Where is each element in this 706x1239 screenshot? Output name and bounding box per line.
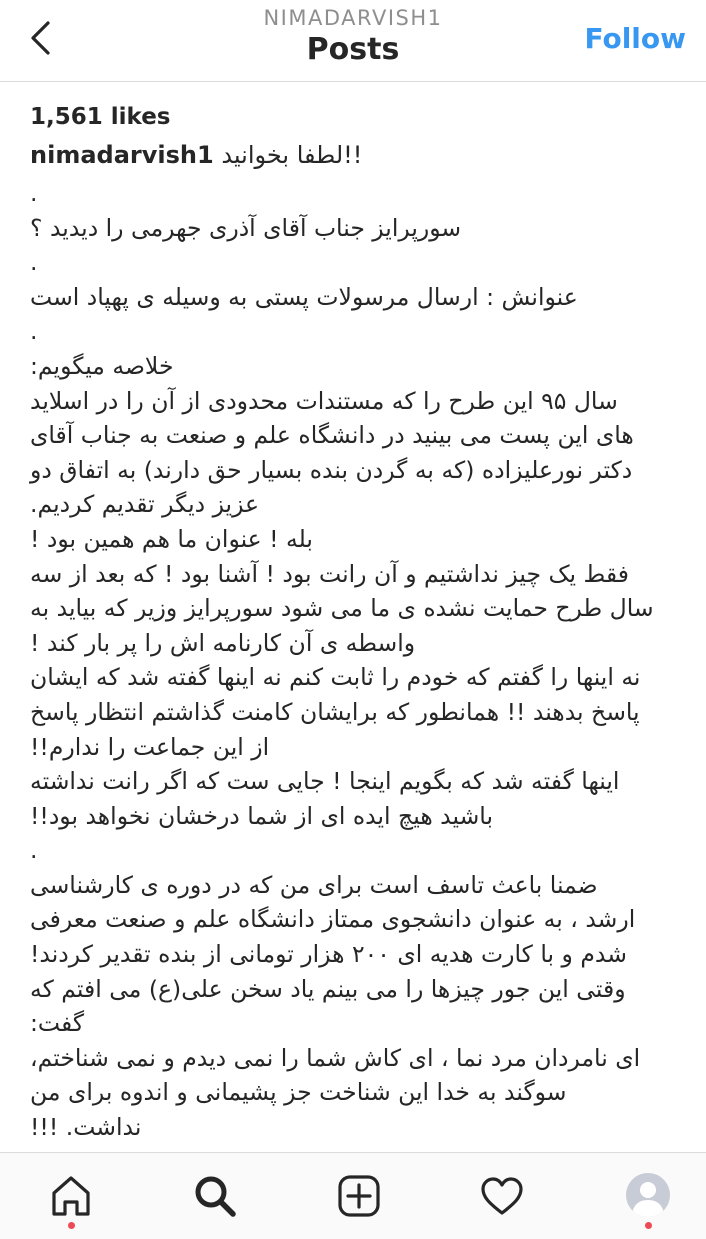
caption-separator: . <box>30 248 38 277</box>
likes-count[interactable]: 1,561 likes <box>30 104 171 130</box>
caption-line: از این جماعت را ندارم!! <box>30 732 270 761</box>
nav-activity[interactable] <box>474 1173 530 1223</box>
home-notification-dot <box>68 1222 75 1229</box>
caption-line: سال طرح حمایت نشده ی ما می شود سورپرایز وزیر که بیاید به <box>30 594 654 623</box>
post-content <box>30 100 682 1145</box>
caption-line: بله ! عنوان ما هم همین بود ! <box>30 524 313 553</box>
caption-username[interactable]: nimadarvish1 <box>30 141 214 169</box>
caption-line: سوگند به خدا این شناخت جز پشیمانی و اندوه برای من <box>30 1078 567 1107</box>
caption-line: شدم و با کارت هدیه ای ۲۰۰ هزار تومانی از بنده تقدیر کردند! <box>30 940 627 969</box>
heart-icon <box>479 1173 525 1219</box>
bottom-nav <box>0 1152 706 1239</box>
caption-line: فقط یک چیز نداشتیم و آن رانت بود ! آشنا بود ! که بعد از سه <box>30 559 629 588</box>
user-silhouette-icon <box>626 1173 670 1217</box>
caption-line: نه اینها را گفتم که خودم را ثابت کنم نه اینها گفته شد که ایشان <box>30 663 641 692</box>
caption-line: نداشت. !!! <box>30 1113 142 1142</box>
caption-first-line: !!لطفا بخوانید <box>221 141 363 169</box>
account-name: NIMADARVISH1 <box>263 6 443 30</box>
page-title: Posts <box>306 32 400 67</box>
home-icon <box>48 1173 94 1219</box>
nav-new-post[interactable] <box>331 1173 387 1223</box>
caption-line: ای نامردان مرد نما ، ای کاش شما را نمی دیدم و نمی شناختم، <box>30 1043 641 1072</box>
search-icon <box>192 1173 238 1219</box>
profile-notification-dot <box>645 1222 652 1229</box>
nav-search[interactable] <box>187 1173 243 1223</box>
caption-line: اینها گفته شد که بگویم اینجا ! جایی ست که اگر رانت نداشته <box>30 767 620 796</box>
follow-button[interactable]: Follow <box>584 22 686 55</box>
caption-separator: . <box>30 317 38 346</box>
caption-line: باشید هیچ ایده ای از شما درخشان نخواهد بود!! <box>30 801 494 830</box>
caption-line: ارشد ، به عنوان دانشجوی ممتاز دانشگاه علم و صنعت معرفی <box>30 905 636 934</box>
caption-line: ضمنا باعث تاسف است برای من که در دوره ی کارشناسی <box>30 870 598 899</box>
caption-line: دکتر نورعلیزاده (که به گردن بنده بسیار حق دارند) به اتفاق دو <box>30 455 633 484</box>
caption-line: پاسخ بدهند !! همانطور که برایشان کامنت گذاشتم انتظار پاسخ <box>30 697 640 726</box>
caption-body <box>30 176 682 1145</box>
caption-line: عنوانش : ارسال مرسولات پستی به وسیله ی پهپاد است <box>30 282 578 311</box>
add-post-icon <box>336 1173 382 1219</box>
caption-line: سال ۹۵ این طرح را که مستندات محدودی از آن را در اسلاید <box>30 386 618 415</box>
caption-line: واسطه ی آن کارنامه اش را پر بار کند ! <box>30 628 416 657</box>
caption-line: گفت: <box>30 1009 85 1038</box>
nav-home[interactable] <box>43 1173 99 1223</box>
nav-profile[interactable] <box>620 1173 676 1223</box>
caption-line: سورپرایز جناب آقای آذری جهرمی را دیدید ؟ <box>30 213 462 242</box>
caption-line: های این پست می بینید در دانشگاه علم و صنعت به جناب آقای <box>30 421 634 450</box>
caption-separator: . <box>30 836 38 865</box>
caption-header <box>30 134 682 176</box>
caption-line: وقتی این جور چیزها را می بینم یاد سخن علی(ع) می افتم که <box>30 974 626 1003</box>
caption-line: عزیز دیگر تقدیم کردیم. <box>30 490 260 519</box>
profile-avatar <box>626 1173 670 1217</box>
caption-line: خلاصه میگویم: <box>30 351 174 380</box>
caption-separator: . <box>30 179 38 207</box>
top-bar <box>0 0 706 82</box>
